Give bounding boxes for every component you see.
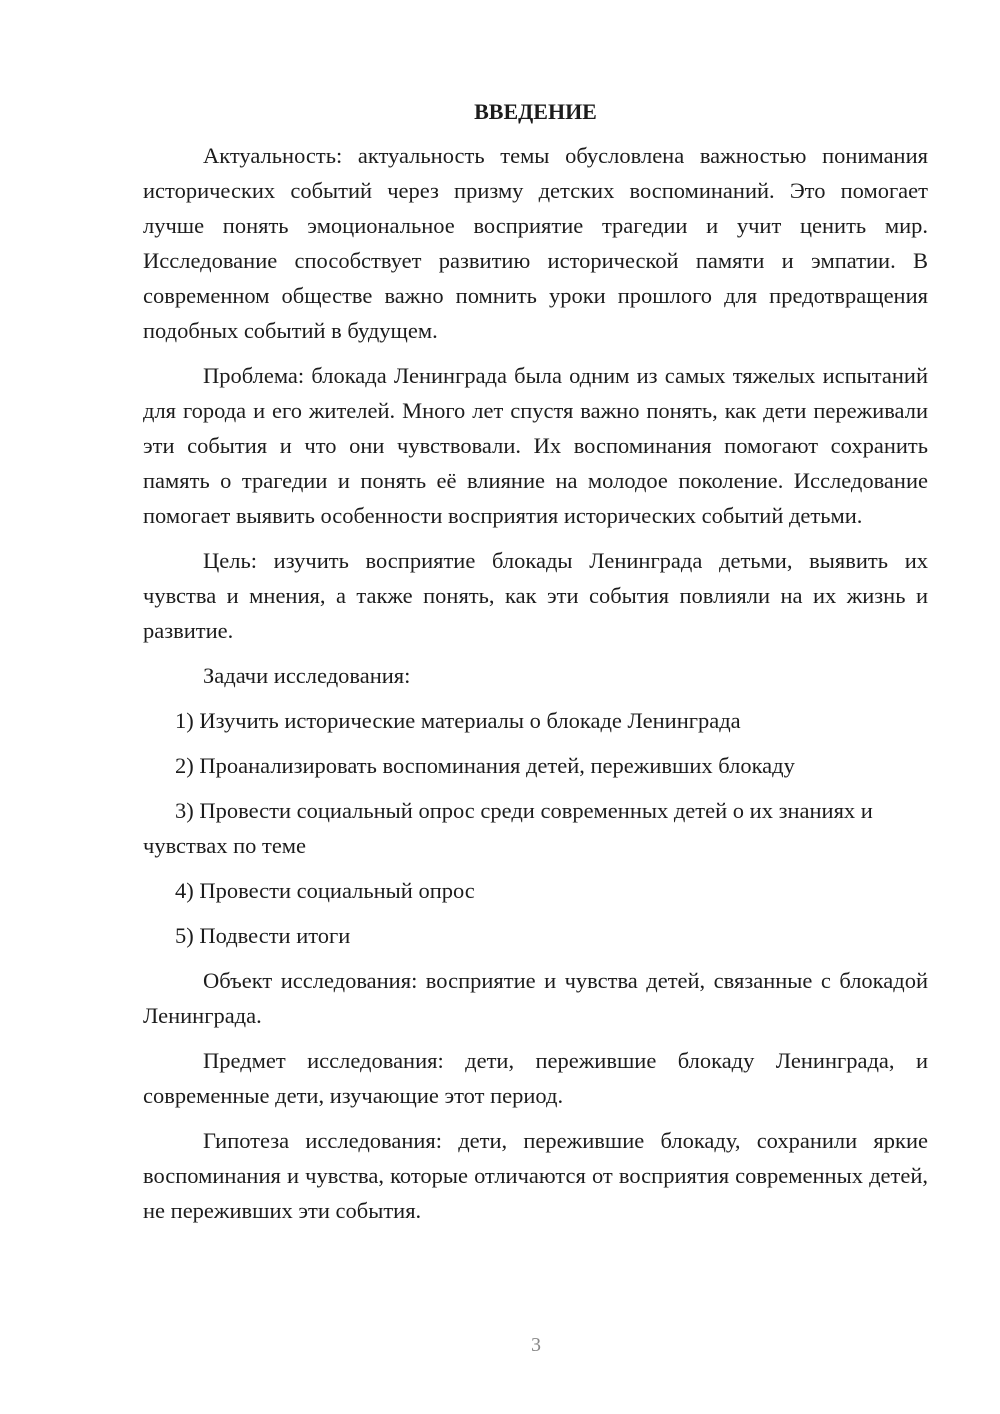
task-item: 5) Подвести итоги xyxy=(175,923,351,948)
task-item: 3) Провести социальный опрос среди современных детей о их знаниях и чувствах по теме xyxy=(143,798,873,858)
tasks-intro: Задачи исследования: xyxy=(203,663,411,688)
task-item: 2) Проанализировать воспоминания детей, переживших блокаду xyxy=(175,753,795,778)
problem-paragraph: Проблема: блокада Ленинграда была одним из самых тяжелых испытаний для города и его жителей. Много лет спустя важно понять, как дети переживали эти события и что они чувствовали. Их воспоминания помогают сохранить память о трагедии и понять её влияние на молодое поколение. Исследование помогает выявить особенности восприятия исторических событий детьми. xyxy=(143,363,928,528)
page-number: 3 xyxy=(531,1334,541,1356)
page-title: ВВЕДЕНИЕ xyxy=(474,99,597,124)
subject-paragraph: Предмет исследования: дети, пережившие блокаду Ленинграда, и современные дети, изучающие этот период. xyxy=(143,1048,928,1108)
task-item: 1) Изучить исторические материалы о блокаде Ленинграда xyxy=(175,708,741,733)
task-item: 4) Провести социальный опрос xyxy=(175,878,475,903)
object-paragraph: Объект исследования: восприятие и чувства детей, связанные с блокадой Ленинграда. xyxy=(143,968,928,1028)
hypothesis-paragraph: Гипотеза исследования: дети, пережившие блокаду, сохранили яркие воспоминания и чувства, которые отличаются от восприятия современных детей, не переживших эти события. xyxy=(143,1128,928,1223)
relevance-paragraph: Актуальность: актуальность темы обусловлена важностью понимания исторических событий через призму детских воспоминаний. Это помогает лучше понять эмоциональное восприятие трагедии и учит ценить мир. Исследование способствует развитию исторической памяти и эмпатии. В современном обществе важно помнить уроки прошлого для предотвращения подобных событий в будущем. xyxy=(143,143,928,343)
goal-paragraph: Цель: изучить восприятие блокады Ленинграда детьми, выявить их чувства и мнения, а также понять, как эти события повлияли на их жизнь и развитие. xyxy=(143,548,928,643)
page-content xyxy=(143,96,928,1238)
